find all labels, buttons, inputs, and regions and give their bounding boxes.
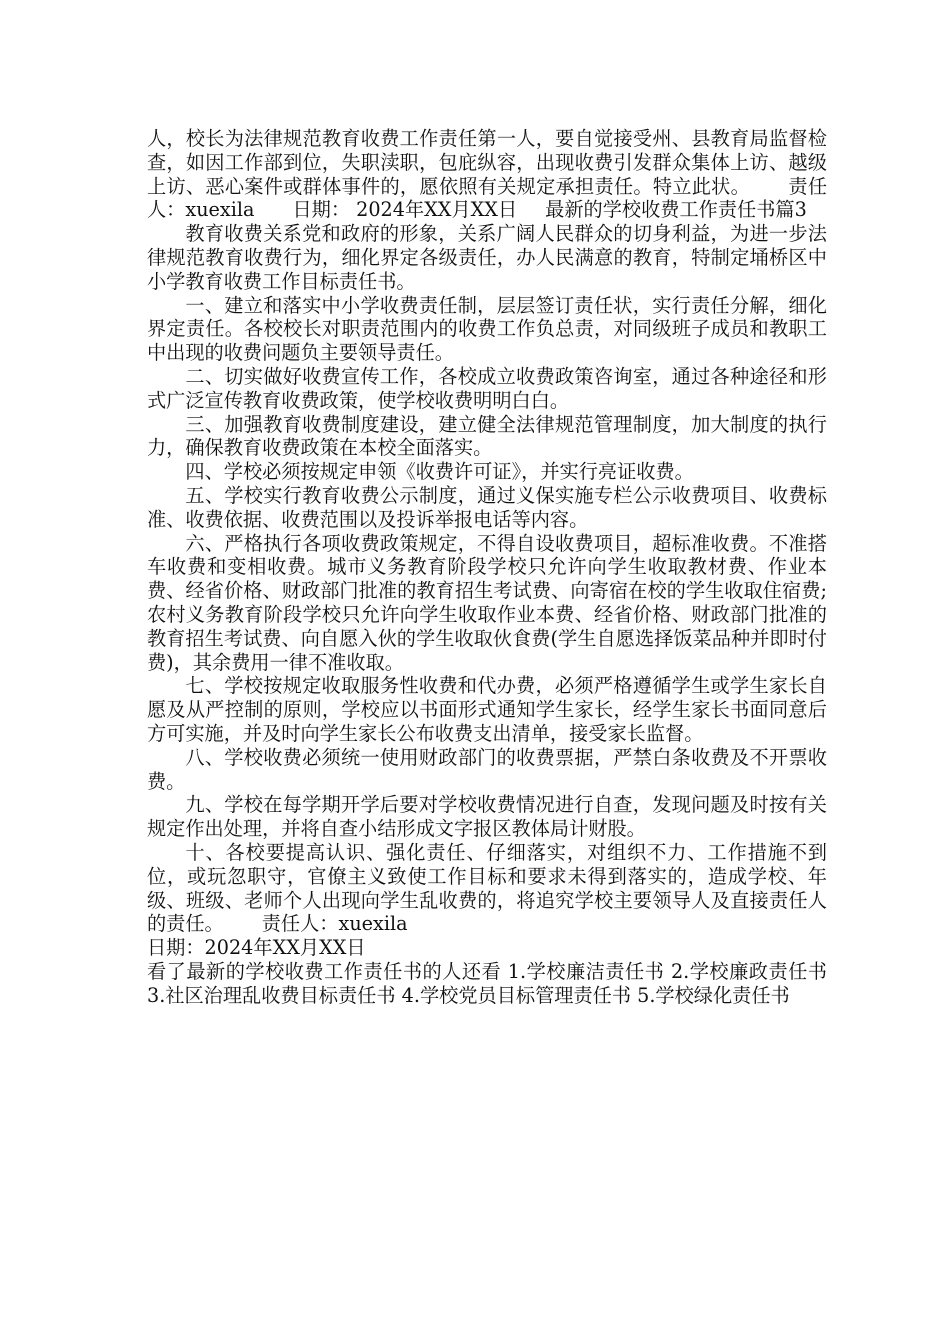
signer-label: 责任人：xuexila: [147, 174, 828, 222]
paragraph-item-2: 二、切实做好收费宣传工作，各校成立收费政策咨询室，通过各种途径和形式广泛宣传教育收费政策，使学校收费明明白白。: [147, 364, 827, 412]
date-line: 日期：2024年XX月XX日: [147, 936, 366, 960]
paragraph-item-5: 五、学校实行教育收费公示制度，通过义保实施专栏公示收费项目、收费标准、收费依据、收费范围以及投诉举报电话等内容。: [147, 483, 827, 531]
paragraph-item-4: 四、学校必须按规定申领《收费许可证》，并实行亮证收费。: [185, 460, 694, 484]
paragraph-item-6: 六、严格执行各项收费政策规定，不得自设收费项目，超标准收费。不准搭车收费和变相收费。城市义务教育阶段学校只允许向学生收取教材费、作业本费、经省价格、财政部门批准的教育招生考试费、向寄宿在校的学生收取住宿费;农村义务教育阶段学校只允许向学生收取作业本费、经省价格、财政部门批准的教育招生考试费、向自愿入伙的学生收取伙食费(学生自愿选择饭菜品种并即时付费)，其余费用一律不准收取。: [147, 531, 827, 674]
intro-text: 人，校长为法律规范教育收费工作责任第一人，要自觉接受州、县教育局监督检查，如因工作部到位，失职渎职，包庇纵容，出现收费引发群众集体上访、越级上访、恶心案件或群体事件的，愿依照有关规定承担责任。特立此状。: [147, 127, 827, 198]
paragraph-item-3: 三、加强教育收费制度建设，建立健全法律规范管理制度，加大制度的执行力，确保教育收费政策在本校全面落实。: [147, 412, 827, 460]
related-links: 看了最新的学校收费工作责任书的人还看 1.学校廉洁责任书 2.学校廉政责任书 3.社区治理乱收费目标责任书 4.学校党员目标管理责任书 5.学校绿化责任书: [147, 959, 827, 1007]
document-page: [147, 127, 827, 1007]
intro-paragraph: [147, 127, 827, 222]
paragraph-item-7: 七、学校按规定收取服务性收费和代办费，必须严格遵循学生或学生家长自愿及从严控制的原则，学校应以书面形式通知学生家长，经学生家长书面同意后方可实施，并及时向学生家长公布收费支出清单，接受家长监督。: [147, 674, 827, 745]
date-label: 日期：: [292, 198, 351, 222]
paragraph-item-1: 一、建立和落实中小学收费责任制，层层签订责任状，实行责任分解，细化界定责任。各校校长对职责范围内的收费工作负总责，对同级班子成员和教职工中出现的收费问题负主要领导责任。: [147, 293, 827, 365]
section-title: 最新的学校收费工作责任书篇3: [545, 198, 807, 222]
paragraph-item-10: [147, 841, 827, 936]
paragraph-item-9: 九、学校在每学期开学后要对学校收费情况进行自查，发现问题及时按有关规定作出处理，并将自查小结形成文字报区教体局计财股。: [147, 793, 827, 841]
signer-label-2: 责任人：xuexila: [261, 912, 408, 936]
paragraph-item-10-text: 十、各校要提高认识、强化责任、仔细落实，对组织不力、工作措施不到位，或玩忽职守，官僚主义致使工作目标和要求未得到落实的，造成学校、年级、班级、老师个人出现向学生乱收费的，将追究学校主要领导人及直接责任人的责任。: [147, 840, 827, 936]
paragraph-preamble: 教育收费关系党和政府的形象，关系广阔人民群众的切身利益，为进一步法律规范教育收费行为，细化界定各级责任，办人民满意的教育，特制定埇桥区中小学教育收费工作目标责任书。: [147, 222, 827, 293]
date-value: 2024年XX月XX日: [356, 198, 518, 222]
paragraph-item-8: 八、学校收费必须统一使用财政部门的收费票据，严禁白条收费及不开票收费。: [147, 745, 827, 793]
